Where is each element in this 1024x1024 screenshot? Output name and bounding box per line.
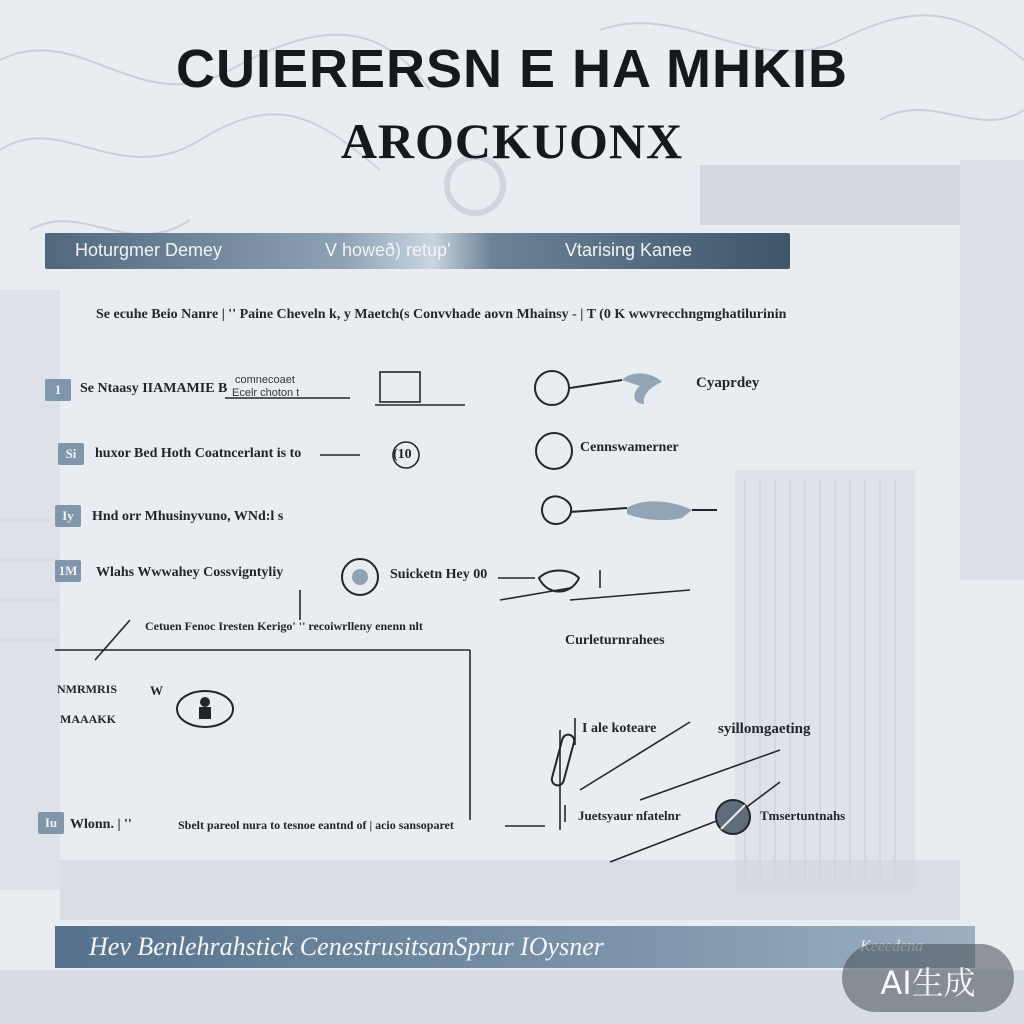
figure-oval-icon xyxy=(174,688,236,730)
row-2-label: huxor Bed Hoth Coatncerlant is to xyxy=(95,446,302,461)
right-label-8: Tmsertuntnahs xyxy=(760,808,846,823)
row-2-connector-label: (10 xyxy=(393,447,412,462)
lower-left-label-2: MAAAKK xyxy=(60,712,116,726)
bottom-row-label: Wlonn. | '' xyxy=(70,817,132,832)
row-3-label: Hnd orr Mhusinyvuno, WNd:l s xyxy=(92,509,284,524)
hand-tool-icon xyxy=(532,488,732,532)
page-title: CUIERERSN E HA MHKIB xyxy=(175,39,849,99)
row-2-badge: Si xyxy=(58,443,84,465)
intro-text: Se ecuhe Beio Nanre | '' Paine Cheveln k, y Maetch(s Convvhade aovn Mhainsy - | T (0 K wwvrecchngmghatilurinin xyxy=(96,307,787,322)
row-1-sublabel: Ecelr choton t xyxy=(232,387,300,399)
row-1-sublabel-top: comnecoaet xyxy=(235,374,295,386)
row-4-label: Wlahs Wwwahey Cossvigntyliy xyxy=(96,565,284,580)
bowl-icon xyxy=(535,566,583,600)
page-subtitle: AROCKUONX xyxy=(340,113,684,169)
bottom-row-text: Sbelt pareol nura to tesnoe eantnd of | acio sansoparet xyxy=(178,818,454,832)
tube-icon xyxy=(549,712,579,792)
footer-banner xyxy=(55,926,975,968)
banner-right-label: Vtarising Kanee xyxy=(565,240,693,260)
gear-circle-icon xyxy=(338,556,384,598)
circle-arrow-icon xyxy=(532,368,692,410)
right-label-4: Curleturnrahees xyxy=(565,633,665,648)
middle-note: Cetuen Fenoc Iresten Kerigo' '' recoiwrlleny enenn nlt xyxy=(145,619,423,633)
disabled-circle-icon xyxy=(713,797,753,837)
lower-left-mark: W xyxy=(150,683,163,698)
footer-text: Hev Benlehrahstick CenestrusitsanSprur IOysner xyxy=(89,932,604,961)
right-label-7: Juetsyaur nfatelnr xyxy=(578,808,681,823)
right-label-5: I ale koteare xyxy=(582,721,657,736)
row-1-label: Se Ntaasy IIAMAMIE B xyxy=(80,381,228,396)
bottom-row-badge: Iu xyxy=(38,812,64,834)
row-4-badge: 1M xyxy=(55,560,81,582)
right-label-3: Suicketn Hey 00 xyxy=(390,567,488,582)
row-3-badge: Iy xyxy=(55,505,81,527)
circle-node-icon xyxy=(533,430,575,472)
right-label-1: Cyaprdey xyxy=(696,375,760,391)
watermark-text: AI生成 xyxy=(880,964,976,1002)
right-label-6: syillomgaeting xyxy=(718,721,811,737)
row-1-badge: 1 xyxy=(45,379,71,401)
ai-generated-watermark xyxy=(842,944,1014,1012)
lower-left-label-1: NMRMRIS xyxy=(57,682,117,696)
right-label-2: Cennswamerner xyxy=(580,440,679,455)
banner-middle-label: V howeð) retup' xyxy=(325,240,451,260)
banner-left-label: Hoturgmer Demey xyxy=(75,240,223,260)
